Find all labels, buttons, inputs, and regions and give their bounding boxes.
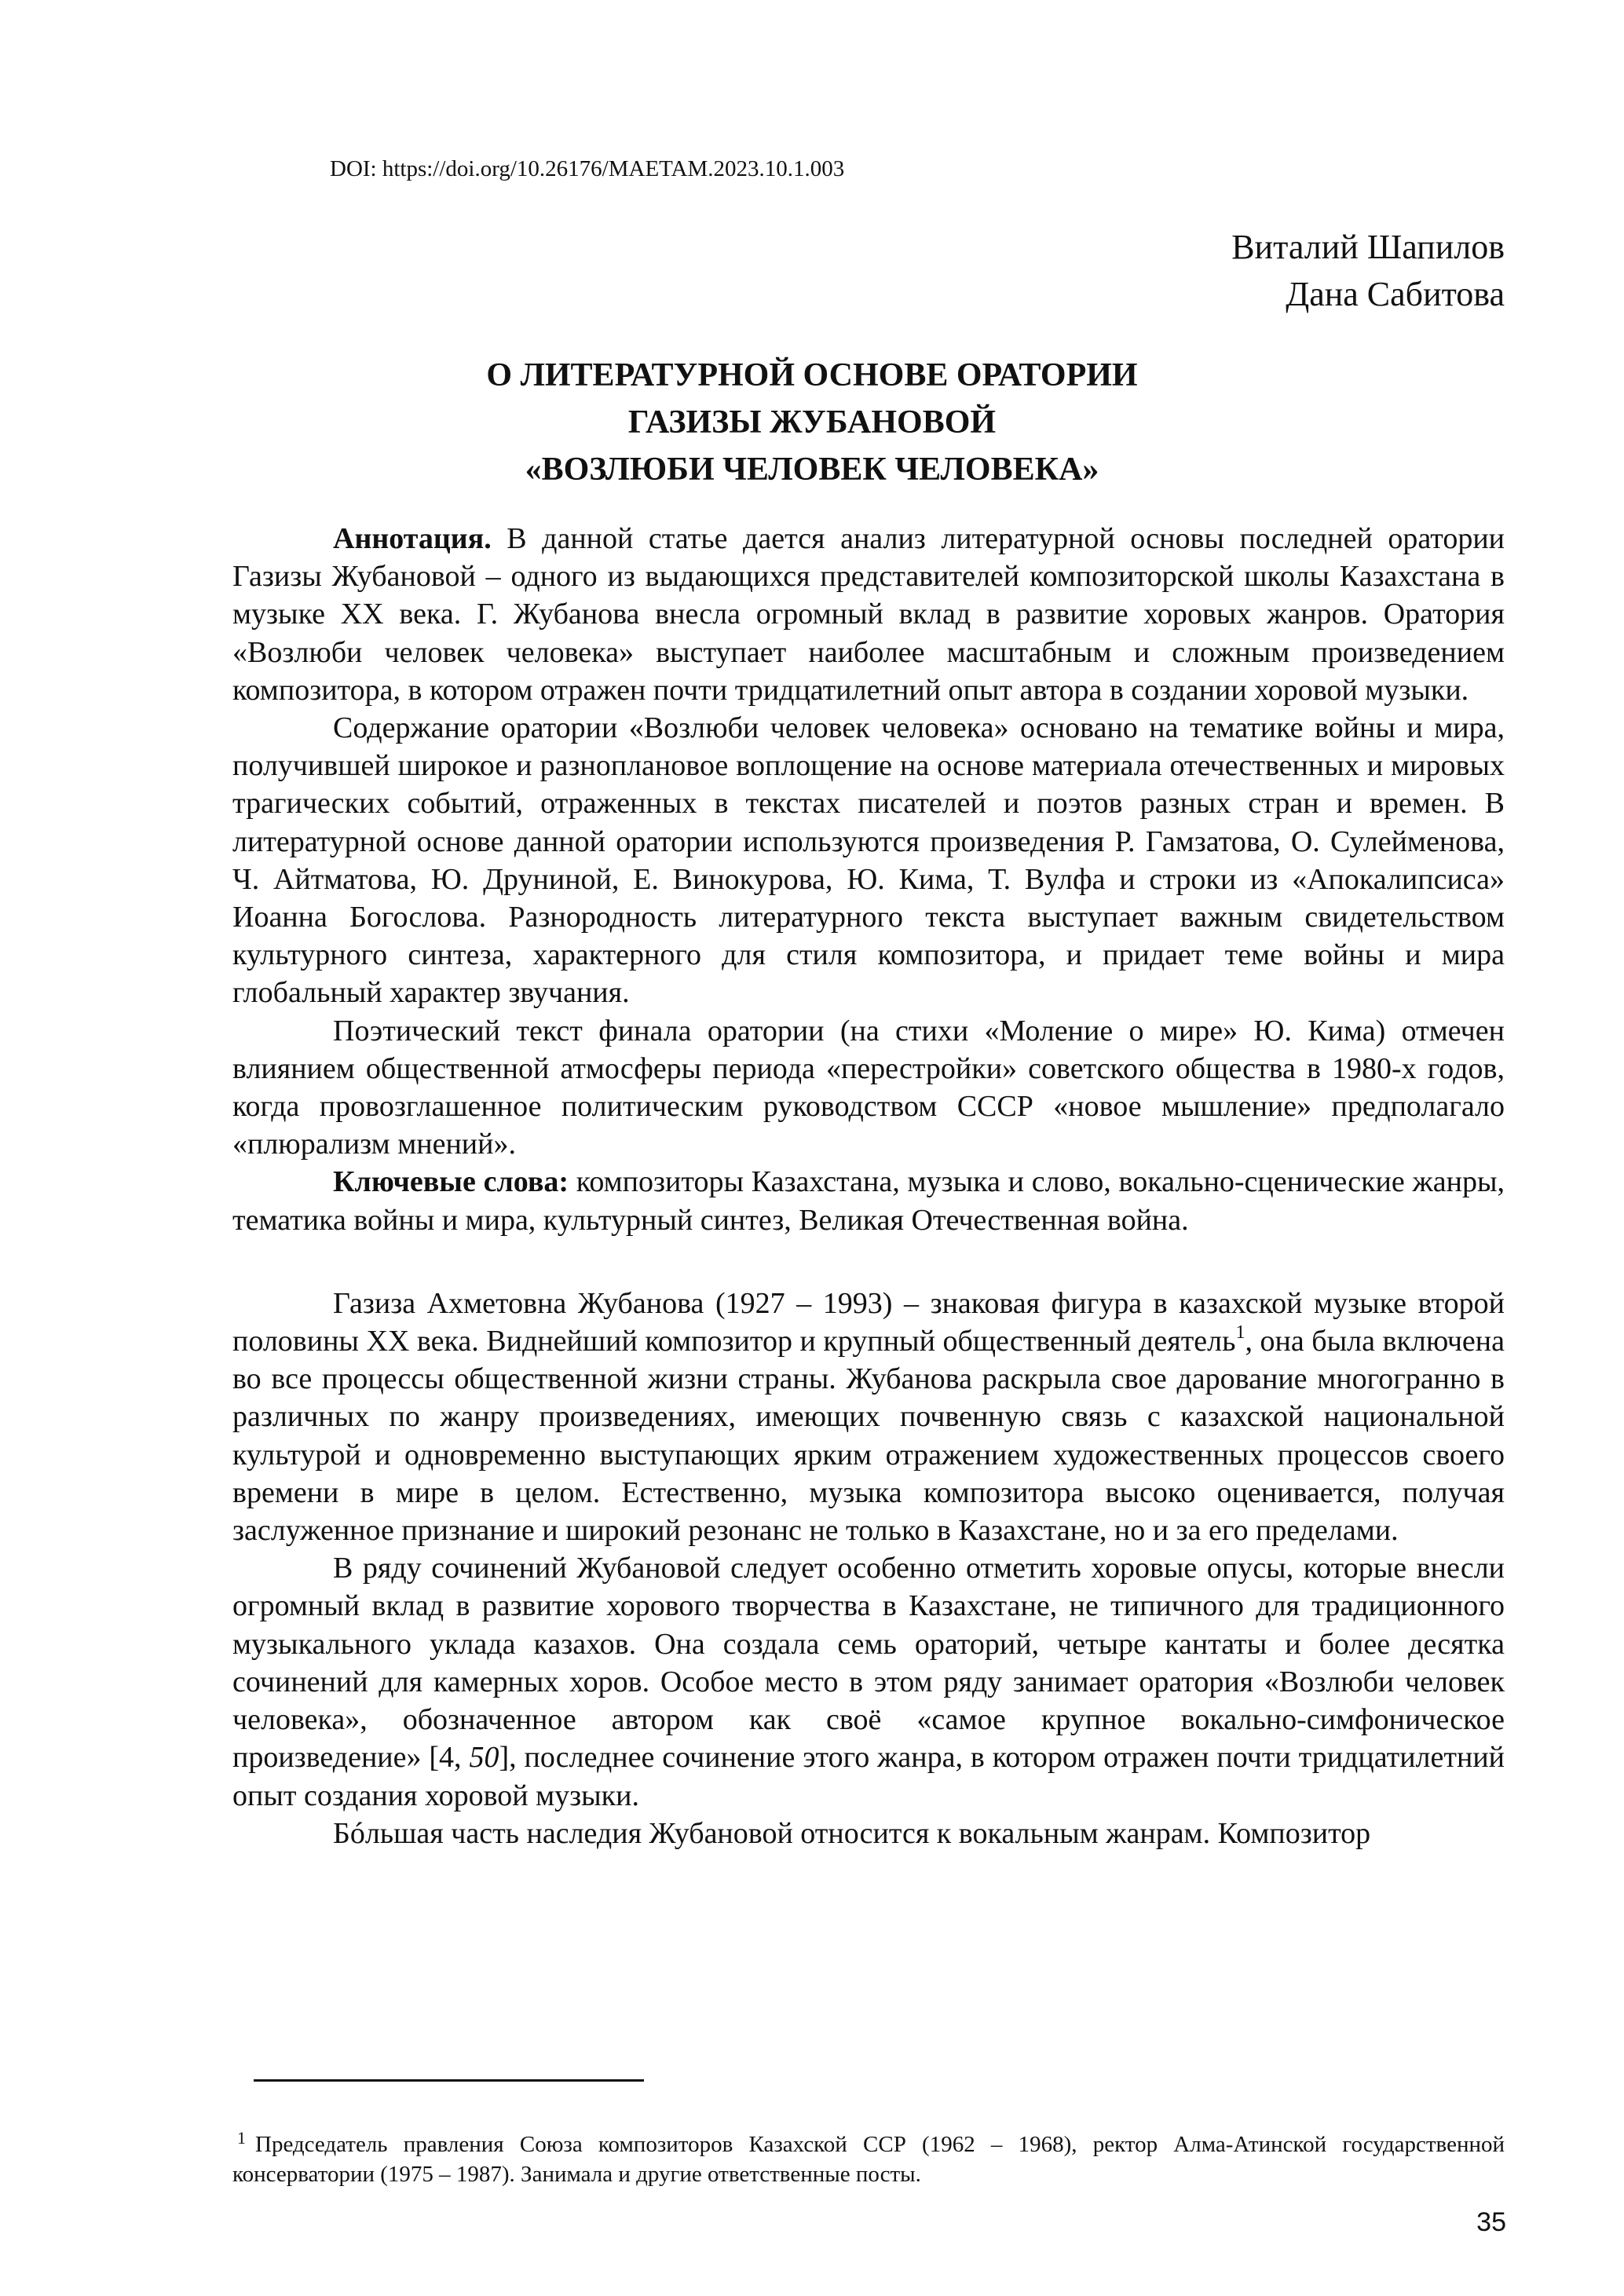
keywords-paragraph	[232, 1163, 1505, 1238]
abstract-label: Аннотация.	[333, 522, 492, 555]
author-name: Дана Сабитова	[1286, 275, 1505, 313]
title-line: «ВОЗЛЮБИ ЧЕЛОВЕК ЧЕЛОВЕКА»	[525, 452, 1099, 488]
footnote-mark: 1	[237, 2128, 246, 2148]
author-name: Виталий Шапилов	[1231, 228, 1505, 266]
article-body	[232, 520, 1505, 1852]
keywords-label: Ключевые слова:	[333, 1165, 569, 1199]
article-title	[236, 352, 1388, 493]
body-paragraph	[232, 1285, 1505, 1549]
body-paragraph: Бóльшая часть наследия Жубановой относится к вокальным жанрам. Композитор	[333, 1816, 1371, 1850]
abstract-paragraph: Поэтический текст финала оратории (на стихи «Моление о мире» Ю. Кима) отмечен влиянием общественной атмосферы периода «перестройки» советского общества в 1980-х годов, когда провозглашенное политическим руководством СССР «новое мышление» предполагало «плюрализм мнений».	[232, 1014, 1505, 1161]
body-paragraph	[232, 1549, 1505, 1814]
abstract-text: В данной статье дается анализ литературной основы последней оратории Газизы Жубановой – одного из выдающихся представителей композиторской школы Казахстана в музыке ХХ века. Г. Жубанова внесла огромный вклад в развитие хоровых жанров. Оратория «Возлюби человек человека» выступает наиболее масштабным и сложным произведением композитора, в котором отражен почти тридцатилетний опыт автора в создании хоровой музыки.	[232, 522, 1505, 707]
footnote-reference[interactable]: 1	[1235, 1322, 1245, 1344]
page-number: 35	[1476, 2207, 1506, 2237]
body-text-run: , она была включена во все процессы общественной жизни страны. Жубанова раскрыла свое дарование многогранно в различных по жанру произведениях, имеющих почвенную связь с казахской национальной культурой и одновременно выступающих ярким отражением художественных процессов своего времени в мире в целом. Естественно, музыка композитора высоко оценивается, получая заслуженное признание и широкий резонанс не только в Казахстане, но и за его пределами.	[232, 1325, 1505, 1548]
abstract-paragraph: Содержание оратории «Возлюби человек человека» основано на тематике войны и мира, получившей широкое и разноплановое воплощение на основе материала отечественных и мировых трагических событий, отраженных в текстах писателей и поэтов разных стран и времен. В литературной основе данной оратории используются произведения Р. Гамзатова, О. Сулейменова, Ч. Айтматова, Ю. Друниной, Е. Винокурова, Ю. Кима, Т. Вулфа и строки из «Апокалипсиса» Иоанна Богослова. Разнородность литературного текста выступает важным свидетельством культурного синтеза, характерного для стиля композитора, и придает теме войны и мира глобальный характер звучания.	[232, 711, 1505, 1010]
footnote	[232, 2130, 1505, 2189]
title-line: О ЛИТЕРАТУРНОЙ ОСНОВЕ ОРАТОРИИ	[486, 357, 1138, 393]
footnote-text: Председатель правления Союза композиторов Казахской ССР (1962 – 1968), ректор Алма-Атинской государственной консерватории (1975 – 1987). Занимала и другие ответственные посты.	[232, 2132, 1505, 2187]
body-text-run: ], последнее сочинение этого жанра, в котором отражен почти тридцатилетний опыт создания хоровой музыки.	[232, 1741, 1505, 1812]
author-block	[1231, 224, 1505, 318]
title-line: ГАЗИЗЫ ЖУБАНОВОЙ	[627, 404, 997, 441]
section-gap	[232, 1239, 1505, 1285]
body-text-run: В ряду сочинений Жубановой следует особенно отметить хоровые опусы, которые внесли огромный вклад в развитие хорового творчества в Казахстане, не типичного для традиционного музыкального уклада казахов. Она создала семь ораторий, четыре кантаты и более десятка сочинений для камерных хоров. Особое место в этом ряду занимает оратория «Возлюби человек человека», обозначенное автором как своё «самое крупное вокально-симфоническое произведение» [4,	[232, 1552, 1505, 1775]
citation-page: 50	[469, 1741, 499, 1775]
doi-line: DOI: https://doi.org/10.26176/MAETAM.2023.10.1.003	[330, 156, 845, 181]
body-text-run: Газиза Ахметовна Жубанова (1927 – 1993) – знаковая фигура в казахской музыке второй половины XX века. Виднейший композитор и крупный общественный деятель	[232, 1286, 1505, 1358]
keywords-text: композиторы Казахстана, музыка и слово, вокально-сценические жанры, тематика войны и мира, культурный синтез, Великая Отечественная война.	[232, 1165, 1505, 1237]
abstract-paragraph	[232, 520, 1505, 709]
footnote-divider	[254, 2079, 644, 2082]
